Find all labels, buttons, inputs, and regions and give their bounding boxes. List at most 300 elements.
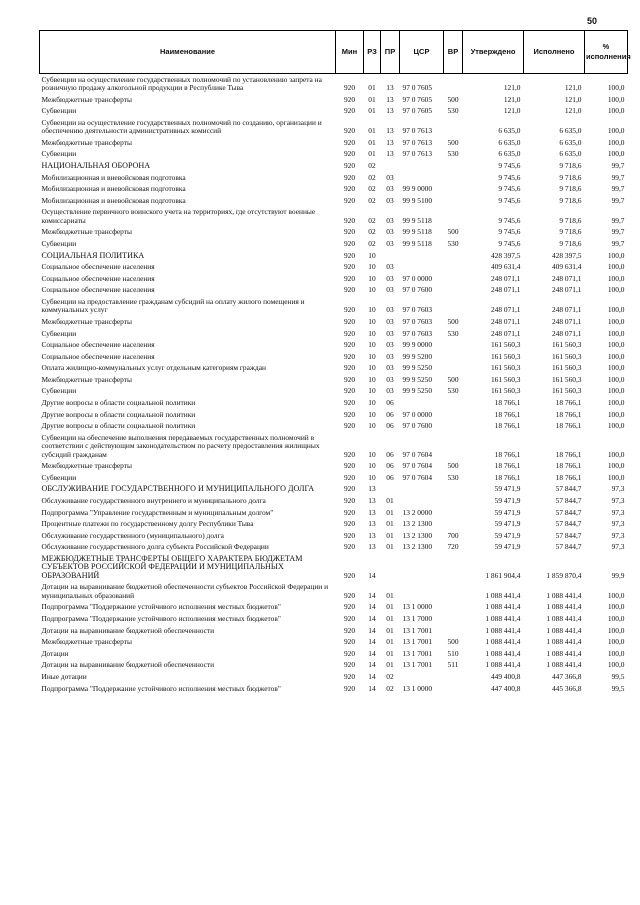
row-approved: 9 745,6	[498, 184, 521, 194]
table-row	[40, 351, 628, 363]
row-approved: 447 400,8	[490, 683, 521, 693]
row-rz: 10	[368, 461, 376, 471]
row-pr: 01	[386, 614, 394, 623]
row-min: 920	[343, 530, 356, 540]
row-vr	[444, 484, 463, 496]
row-rz: 10	[368, 449, 376, 459]
row-vr: 530	[447, 472, 459, 482]
row-executed: 248 071,1	[551, 273, 582, 283]
row-name: Другие вопросы в области социальной политики	[41, 398, 196, 408]
table-row	[40, 74, 628, 95]
row-approved: 59 471,9	[494, 530, 521, 540]
row-vr	[444, 507, 463, 519]
row-min: 920	[343, 83, 356, 92]
row-csr: 97 0 7603	[402, 316, 433, 326]
row-rz: 14	[368, 637, 376, 647]
row-name: Подпрограмма "Поддержание устойчивого исполнения местных бюджетов"	[41, 602, 281, 612]
row-approved: 449 400,8	[490, 671, 521, 681]
row-min: 920	[343, 172, 356, 182]
table-row	[40, 363, 628, 375]
row-vr	[444, 195, 463, 207]
table-row	[40, 530, 628, 542]
row-name: Субвенции	[41, 328, 77, 338]
row-csr	[400, 553, 444, 581]
row-name: Мобилизационная и вневойсковая подготовка	[41, 184, 186, 194]
row-percent: 100,0	[607, 316, 625, 326]
row-vr: 530	[447, 386, 459, 396]
row-approved: 161 560,3	[490, 351, 521, 361]
table-row	[40, 94, 628, 106]
row-csr: 99 9 0000	[402, 184, 433, 194]
row-csr: 13 1 7001	[402, 648, 433, 658]
row-pr: 03	[386, 374, 394, 384]
row-executed: 6 635,0	[559, 137, 582, 147]
row-name: Межбюджетные трансферты	[41, 637, 132, 647]
row-pr: 13	[386, 149, 394, 159]
row-percent: 100,0	[607, 328, 625, 338]
row-percent: 100,0	[607, 363, 625, 373]
row-csr: 97 0 7603	[402, 328, 433, 338]
row-rz: 02	[368, 195, 376, 205]
row-approved: 1 861 904,4	[485, 570, 521, 580]
row-rz: 01	[368, 126, 376, 136]
row-pr: 01	[386, 496, 394, 506]
row-min: 920	[343, 461, 356, 471]
row-percent: 100,0	[607, 305, 625, 315]
row-name: Субвенции	[41, 238, 77, 248]
row-percent: 100,0	[607, 472, 625, 482]
row-rz: 14	[368, 590, 376, 600]
row-csr	[400, 250, 444, 262]
row-rz: 10	[368, 472, 376, 482]
row-executed: 409 631,4	[551, 262, 582, 272]
row-csr: 13 1 0000	[402, 602, 433, 612]
row-percent: 100,0	[607, 94, 625, 104]
row-name: Межбюджетные трансферты	[41, 227, 132, 237]
table-header	[40, 31, 631, 74]
row-executed: 1 088 441,4	[546, 590, 582, 600]
row-min: 920	[343, 305, 356, 315]
row-approved: 121,0	[503, 106, 521, 116]
row-min: 920	[343, 94, 356, 104]
header-executed: Исполнено	[524, 31, 585, 74]
table-row	[40, 195, 628, 207]
table-row	[40, 625, 628, 637]
row-executed: 18 766,1	[555, 409, 582, 419]
row-vr	[444, 421, 463, 433]
row-approved: 18 766,1	[494, 409, 521, 419]
row-percent: 100,0	[607, 461, 625, 471]
table-row	[40, 660, 628, 672]
row-vr	[444, 207, 463, 227]
table-row	[40, 582, 628, 602]
row-min: 920	[343, 184, 356, 194]
row-rz: 01	[368, 94, 376, 104]
row-percent: 100,0	[607, 421, 625, 431]
row-approved: 59 471,9	[494, 519, 521, 529]
row-rz: 10	[368, 421, 376, 431]
row-vr	[444, 397, 463, 409]
row-rz: 14	[368, 625, 376, 635]
row-csr: 13 1 7000	[402, 614, 433, 623]
row-csr: 13 1 7001	[402, 660, 433, 670]
row-percent: 99,7	[611, 215, 625, 225]
row-executed: 248 071,1	[551, 328, 582, 338]
row-vr	[444, 625, 463, 637]
row-name: Подпрограмма "Поддержание устойчивого исполнения местных бюджетов"	[41, 683, 281, 693]
row-csr: 99 9 5118	[402, 238, 432, 248]
row-csr: 97 0 7613	[402, 137, 433, 147]
row-min: 920	[343, 542, 356, 552]
row-percent: 100,0	[607, 590, 625, 600]
row-vr	[444, 602, 463, 614]
row-executed: 248 071,1	[551, 316, 582, 326]
row-percent: 100,0	[607, 273, 625, 283]
row-rz: 02	[368, 172, 376, 182]
row-csr	[400, 671, 444, 683]
table-row	[40, 316, 628, 328]
row-min: 920	[343, 285, 356, 295]
row-pr: 13	[386, 126, 394, 136]
row-name: Другие вопросы в области социальной политики	[41, 409, 196, 419]
row-percent: 100,0	[607, 449, 625, 459]
row-percent: 99,7	[611, 195, 625, 205]
row-name: Межбюджетные трансферты	[41, 137, 132, 147]
row-rz: 10	[368, 305, 376, 315]
row-executed: 9 718,6	[559, 215, 582, 225]
row-pr: 02	[386, 683, 394, 693]
row-rz: 01	[368, 106, 376, 116]
row-name: Межбюджетные трансферты	[41, 374, 132, 384]
row-pr: 01	[386, 590, 394, 600]
row-rz: 13	[368, 530, 376, 540]
row-executed: 161 560,3	[551, 363, 582, 373]
row-rz: 02	[368, 238, 376, 248]
row-vr	[444, 184, 463, 196]
row-name: Субвенции	[41, 106, 77, 116]
row-executed: 18 766,1	[555, 461, 582, 471]
row-csr: 99 9 5118	[402, 215, 432, 225]
table-row	[40, 421, 628, 433]
header-approved: Утверждено	[463, 31, 524, 74]
row-approved: 9 745,6	[498, 238, 521, 248]
row-csr	[400, 160, 444, 172]
row-pr: 03	[386, 184, 394, 194]
row-pr: 01	[386, 602, 394, 612]
row-vr: 500	[447, 461, 459, 471]
table-row	[40, 432, 628, 460]
row-vr	[444, 519, 463, 531]
row-percent: 97,3	[611, 496, 625, 506]
row-approved: 1 088 441,4	[485, 660, 521, 670]
row-approved: 59 471,9	[494, 496, 521, 506]
row-approved: 59 471,9	[494, 507, 521, 517]
row-rz: 10	[368, 409, 376, 419]
row-approved: 59 471,9	[494, 542, 521, 552]
row-pr: 13	[386, 83, 394, 92]
row-approved: 9 745,6	[498, 195, 521, 205]
row-vr: 500	[447, 94, 459, 104]
row-percent: 100,0	[607, 374, 625, 384]
row-executed: 9 718,6	[559, 195, 582, 205]
header-vr: ВР	[444, 31, 463, 74]
row-approved: 409 631,4	[490, 262, 521, 272]
table-row	[40, 671, 628, 683]
row-pr: 03	[386, 172, 394, 182]
row-rz: 02	[368, 215, 376, 225]
row-approved: 18 766,1	[494, 398, 521, 408]
row-executed: 447 366,8	[551, 671, 582, 681]
row-executed: 6 635,0	[559, 126, 582, 136]
budget-table	[39, 30, 631, 695]
row-pr: 01	[386, 625, 394, 635]
row-csr: 13 2 1300	[402, 530, 433, 540]
row-approved: 18 766,1	[494, 472, 521, 482]
row-rz: 10	[368, 285, 376, 295]
row-min: 920	[343, 351, 356, 361]
row-pr: 06	[386, 421, 394, 431]
row-name: Обслуживание государственного долга субъекта Российской Федерации	[41, 542, 269, 552]
row-percent: 100,0	[607, 106, 625, 116]
row-approved: 121,0	[503, 94, 521, 104]
row-percent: 97,3	[611, 484, 625, 494]
row-name: Дотации на выравнивание бюджетной обеспеченности субъектов Российской Федерации и муниципальных образований	[41, 582, 329, 600]
row-min: 920	[343, 227, 356, 237]
table-row	[40, 250, 628, 262]
row-percent: 97,3	[611, 507, 625, 517]
row-executed: 121,0	[564, 94, 582, 104]
row-rz: 10	[368, 316, 376, 326]
row-name: Межбюджетные трансферты	[41, 94, 132, 104]
row-vr	[444, 553, 463, 581]
row-csr: 97 0 7604	[402, 472, 433, 482]
table-row	[40, 117, 628, 137]
row-vr	[444, 432, 463, 460]
row-executed: 57 844,7	[555, 519, 582, 529]
row-rz: 10	[368, 351, 376, 361]
row-executed: 57 844,7	[555, 507, 582, 517]
row-vr	[444, 671, 463, 683]
row-executed: 161 560,3	[551, 351, 582, 361]
row-rz: 14	[368, 648, 376, 658]
table-row	[40, 340, 628, 352]
row-min: 920	[343, 507, 356, 517]
row-executed: 1 088 441,4	[546, 625, 582, 635]
row-percent: 99,7	[611, 184, 625, 194]
table-row	[40, 683, 628, 695]
row-min: 920	[343, 262, 356, 272]
row-percent: 99,7	[611, 227, 625, 237]
row-executed: 57 844,7	[555, 542, 582, 552]
row-pr: 03	[386, 305, 394, 315]
row-rz: 14	[368, 671, 376, 681]
row-executed: 9 718,6	[559, 160, 582, 170]
row-pr: 03	[386, 363, 394, 373]
row-rz: 02	[368, 184, 376, 194]
row-approved: 161 560,3	[490, 374, 521, 384]
row-rz: 13	[368, 519, 376, 529]
row-csr: 13 1 0000	[402, 683, 433, 693]
row-pr: 03	[386, 340, 394, 350]
row-rz: 10	[368, 374, 376, 384]
row-name: ОБСЛУЖИВАНИЕ ГОСУДАРСТВЕННОГО И МУНИЦИПАЛЬНОГО ДОЛГА	[41, 484, 315, 494]
row-min: 920	[343, 449, 356, 459]
row-rz: 10	[368, 273, 376, 283]
row-rz: 14	[368, 683, 376, 693]
row-name: Субвенции на осуществление государственных полномочий по установлению запрета на розничную продажу алкогольной продукции в Республике Тыва	[41, 74, 322, 92]
row-min: 920	[343, 160, 356, 170]
row-csr: 99 9 5250	[402, 374, 433, 384]
row-vr: 510	[447, 648, 459, 658]
row-csr: 97 0 7613	[402, 149, 433, 159]
row-pr: 03	[386, 262, 394, 272]
row-vr	[444, 262, 463, 274]
row-name: Социальное обеспечение населения	[41, 340, 155, 350]
row-executed: 121,0	[564, 106, 582, 116]
row-executed: 248 071,1	[551, 305, 582, 315]
row-name: Дотации	[41, 648, 69, 658]
row-percent: 100,0	[607, 637, 625, 647]
row-csr: 99 9 0000	[402, 340, 433, 350]
row-rz: 14	[368, 602, 376, 612]
row-approved: 9 745,6	[498, 172, 521, 182]
row-min: 920	[343, 590, 356, 600]
row-min: 920	[343, 519, 356, 529]
row-executed: 57 844,7	[555, 530, 582, 540]
row-csr: 13 1 7001	[402, 637, 433, 647]
row-executed: 1 088 441,4	[546, 648, 582, 658]
row-min: 920	[343, 328, 356, 338]
row-min: 920	[343, 215, 356, 225]
row-approved: 6 635,0	[498, 126, 521, 136]
row-name: Мобилизационная и вневойсковая подготовка	[41, 172, 186, 182]
row-executed: 1 088 441,4	[546, 637, 582, 647]
row-vr	[444, 296, 463, 316]
table-row	[40, 484, 628, 496]
table-row	[40, 285, 628, 297]
row-vr: 530	[447, 149, 459, 159]
row-min: 920	[343, 340, 356, 350]
row-name: Межбюджетные трансферты	[41, 461, 132, 471]
row-approved: 6 635,0	[498, 137, 521, 147]
row-executed: 57 844,7	[555, 484, 582, 494]
table-row	[40, 553, 628, 581]
row-pr: 13	[386, 94, 394, 104]
row-min: 920	[343, 316, 356, 326]
row-executed: 18 766,1	[555, 472, 582, 482]
row-executed: 428 397,5	[551, 250, 582, 260]
row-vr: 500	[447, 227, 459, 237]
row-approved: 1 088 441,4	[485, 590, 521, 600]
row-percent: 100,0	[607, 285, 625, 295]
row-csr	[400, 172, 444, 184]
row-rz: 02	[368, 160, 376, 170]
row-csr: 97 0 0000	[402, 409, 433, 419]
row-pr	[381, 484, 400, 496]
table-row	[40, 172, 628, 184]
row-csr	[400, 397, 444, 409]
row-name: Иные дотации	[41, 671, 87, 681]
row-percent: 99,7	[611, 172, 625, 182]
header-rz: РЗ	[364, 31, 381, 74]
row-min: 920	[343, 570, 356, 580]
row-percent: 100,0	[607, 262, 625, 272]
row-percent: 100,0	[607, 386, 625, 396]
row-csr: 13 2 0000	[402, 507, 433, 517]
row-min: 920	[343, 195, 356, 205]
row-approved: 248 071,1	[490, 305, 521, 315]
row-pr: 03	[386, 386, 394, 396]
row-csr: 97 0 0000	[402, 273, 433, 283]
row-executed: 9 718,6	[559, 184, 582, 194]
table-row	[40, 149, 628, 161]
row-name: Мобилизационная и вневойсковая подготовка	[41, 195, 186, 205]
table-row	[40, 519, 628, 531]
row-min: 920	[343, 386, 356, 396]
row-pr: 01	[386, 530, 394, 540]
row-approved: 1 088 441,4	[485, 648, 521, 658]
row-min: 920	[343, 149, 356, 159]
row-csr: 99 9 5250	[402, 363, 433, 373]
header-pr: ПР	[381, 31, 400, 74]
row-rz: 10	[368, 363, 376, 373]
row-vr	[444, 495, 463, 507]
row-rz: 14	[368, 660, 376, 670]
row-percent: 100,0	[607, 614, 625, 623]
table-row	[40, 386, 628, 398]
row-name: Социальное обеспечение населения	[41, 273, 155, 283]
row-approved: 1 088 441,4	[485, 625, 521, 635]
row-vr: 700	[447, 530, 459, 540]
row-csr: 97 0 7605	[402, 94, 433, 104]
row-vr: 530	[447, 328, 459, 338]
row-pr: 01	[386, 660, 394, 670]
row-executed: 18 766,1	[555, 421, 582, 431]
row-vr	[444, 172, 463, 184]
row-pr: 06	[386, 449, 394, 459]
row-approved: 161 560,3	[490, 363, 521, 373]
row-name: Субвенции на обеспечение выполнения передаваемых государственных полномочий в соответствии с действующим законодательством по расчету предоставления жилищных субсидий гражданам	[41, 432, 320, 459]
table-row	[40, 461, 628, 473]
table-row	[40, 507, 628, 519]
row-name: Подпрограмма "Поддержание устойчивого исполнения местных бюджетов"	[41, 614, 281, 623]
row-pr: 01	[386, 542, 394, 552]
row-csr: 97 0 7600	[402, 285, 433, 295]
row-pr: 01	[386, 637, 394, 647]
row-rz: 13	[368, 542, 376, 552]
table-row	[40, 472, 628, 484]
row-pr: 01	[386, 519, 394, 529]
row-rz: 10	[368, 328, 376, 338]
row-executed: 161 560,3	[551, 374, 582, 384]
row-pr: 03	[386, 195, 394, 205]
row-percent: 100,0	[607, 602, 625, 612]
row-approved: 1 088 441,4	[485, 602, 521, 612]
row-approved: 6 635,0	[498, 149, 521, 159]
row-approved: 121,0	[503, 83, 521, 92]
header-min: Мин	[336, 31, 364, 74]
row-csr: 13 2 1300	[402, 542, 433, 552]
row-executed: 18 766,1	[555, 398, 582, 408]
row-percent: 97,3	[611, 519, 625, 529]
table-row	[40, 227, 628, 239]
row-min: 920	[343, 238, 356, 248]
row-csr: 97 0 7604	[402, 461, 433, 471]
row-approved: 161 560,3	[490, 340, 521, 350]
row-vr: 530	[447, 106, 459, 116]
row-pr: 03	[386, 273, 394, 283]
row-vr: 500	[447, 137, 459, 147]
